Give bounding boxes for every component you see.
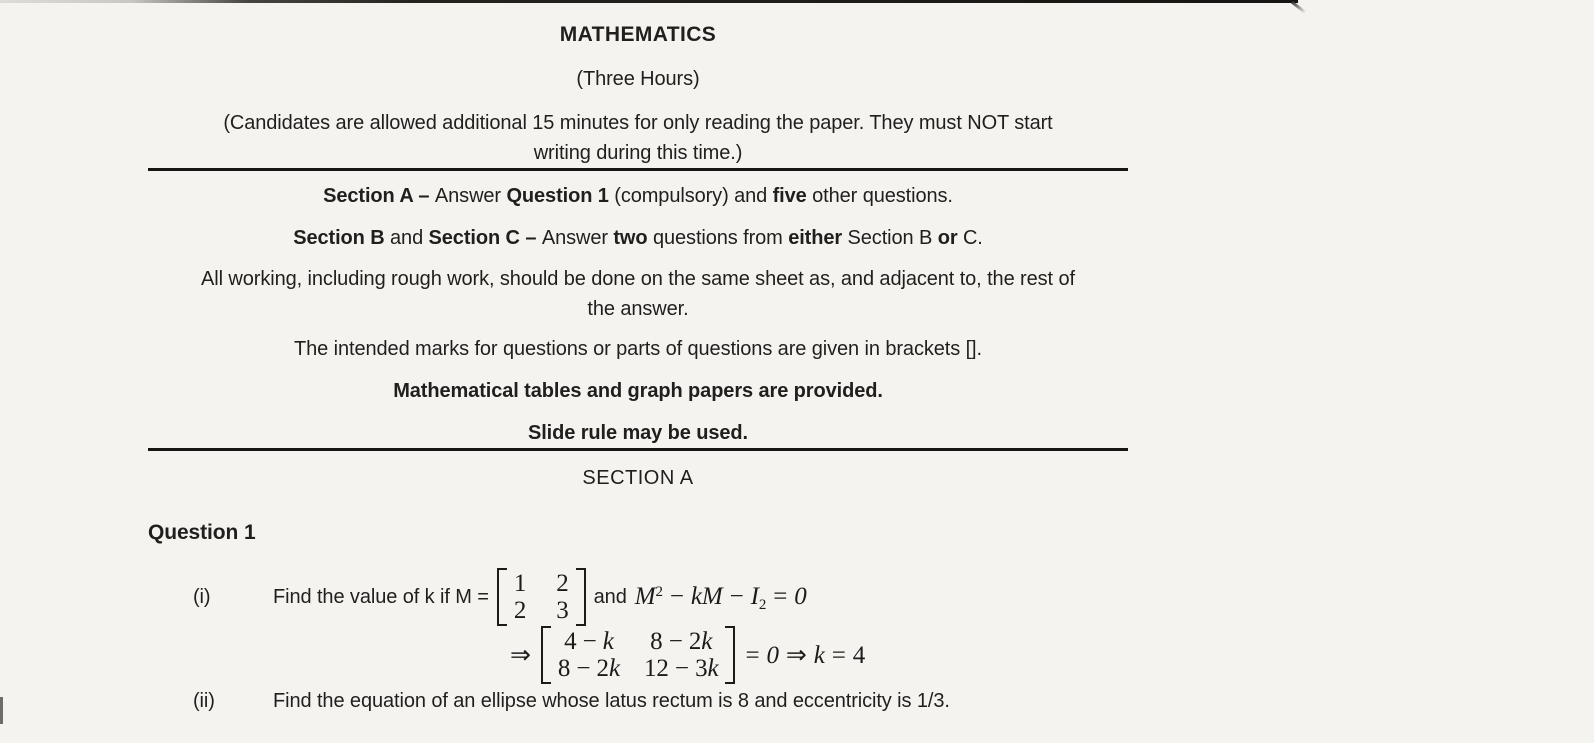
math-superscript: 2 [655,584,663,600]
instruction-run: two [613,227,653,249]
instruction-working-line1: All working, including rough work, should be done on the same sheet as, and adjacent to, the rest of [201,268,1075,290]
matrix-m-entries [507,568,576,626]
matrix-cell [558,628,620,655]
scan-corner-tick-artifact [1291,1,1306,14]
instruction-run: questions from [652,227,789,249]
math-var: M [634,583,656,610]
math-num: 4 − [564,628,603,655]
instruction-run: Section B [847,227,938,249]
matrix-solution-entries [551,626,726,684]
math-var: I [750,583,759,610]
matrix-cell [644,628,719,655]
scan-bottom-left-artifact [0,697,3,724]
math-var: k [608,655,620,682]
matrix-cell [644,655,719,682]
instruction-run: either [788,227,848,249]
instruction-run: Section B [293,227,385,249]
math-num: 8 − 2 [650,628,702,655]
implies-arrow: ⇒ [785,642,807,669]
math-minus: − [729,583,744,610]
instruction-run: and [384,227,429,249]
question-1-heading: Question 1 [148,521,256,544]
instruction-section-bc [148,223,1128,253]
instruction-run: Question 1 [506,185,615,207]
document-content [148,0,1128,716]
instruction-working-line2: the answer. [587,298,689,320]
solution-tail [745,640,872,670]
part-i-body [273,568,807,626]
math-num: 4 [852,642,866,669]
math-var: k [602,628,614,655]
implies-arrow: ⇒ [510,642,531,669]
page-title: MATHEMATICS [559,23,717,46]
instruction-run: (compulsory) and [614,185,773,207]
math-minus: − [669,583,684,610]
instruction-run: Answer [434,185,507,207]
duration-line: (Three Hours) [576,68,700,90]
instruction-run: other questions. [812,185,953,207]
instruction-section-a [148,181,1128,211]
section-a-heading: SECTION A [582,467,694,489]
math-var: k [701,628,713,655]
instruction-run: five [772,185,813,207]
candidates-note-line1: (Candidates are allowed additional 15 minutes for only reading the paper. They must NOT start [223,112,1053,134]
math-equals: = [831,642,846,669]
matrix-cell: 2 [556,570,569,597]
math-subscript: 2 [758,597,767,613]
instruction-run: or [937,227,963,249]
part-i-equation [635,583,807,611]
part-i-solution-line [510,626,1128,684]
matrix-left-bracket [541,626,551,684]
math-equals: = [745,642,760,669]
horizontal-rule-bottom [148,448,1128,451]
question-1-part-ii [148,686,1128,716]
part-i-label: (i) [193,585,211,608]
matrix-cell [558,655,620,682]
matrix-right-bracket [725,626,735,684]
instruction-run: Answer [541,227,614,249]
instruction-run: C. [962,227,983,249]
math-var: kM [690,583,723,610]
instruction-tables-note: Mathematical tables and graph papers are provided. [393,380,883,402]
math-var: k [707,655,719,682]
candidates-note-line2: writing during this time.) [533,142,743,164]
part-ii-text: Find the equation of an ellipse whose latus rectum is 8 and eccentricity is 1/3. [273,690,950,712]
math-num: 8 − 2 [557,655,609,682]
horizontal-rule-top [148,168,1128,171]
math-equals: = [773,583,788,610]
instruction-run: Section A – [323,185,435,207]
part-i-connector: and [593,585,627,608]
math-zero: 0 [794,583,807,610]
instruction-slide-rule-note: Slide rule may be used. [527,422,748,444]
part-ii-label: (ii) [193,690,215,712]
math-zero: 0 [766,642,779,669]
question-1-part-i [148,568,1128,626]
math-var: k [813,642,825,669]
instruction-marks-note: The intended marks for questions or parts of questions are given in brackets []. [294,338,982,360]
math-num: 12 − 3 [643,655,708,682]
matrix-left-bracket [497,568,507,626]
part-i-prompt: Find the value of k if M = [273,585,489,608]
matrix-solution [541,626,736,684]
matrix-right-bracket [576,568,586,626]
matrix-cell: 2 [513,597,527,624]
matrix-cell: 3 [556,597,569,624]
instruction-run: Section C – [428,227,542,249]
matrix-cell: 1 [513,570,527,597]
matrix-m [497,568,586,626]
